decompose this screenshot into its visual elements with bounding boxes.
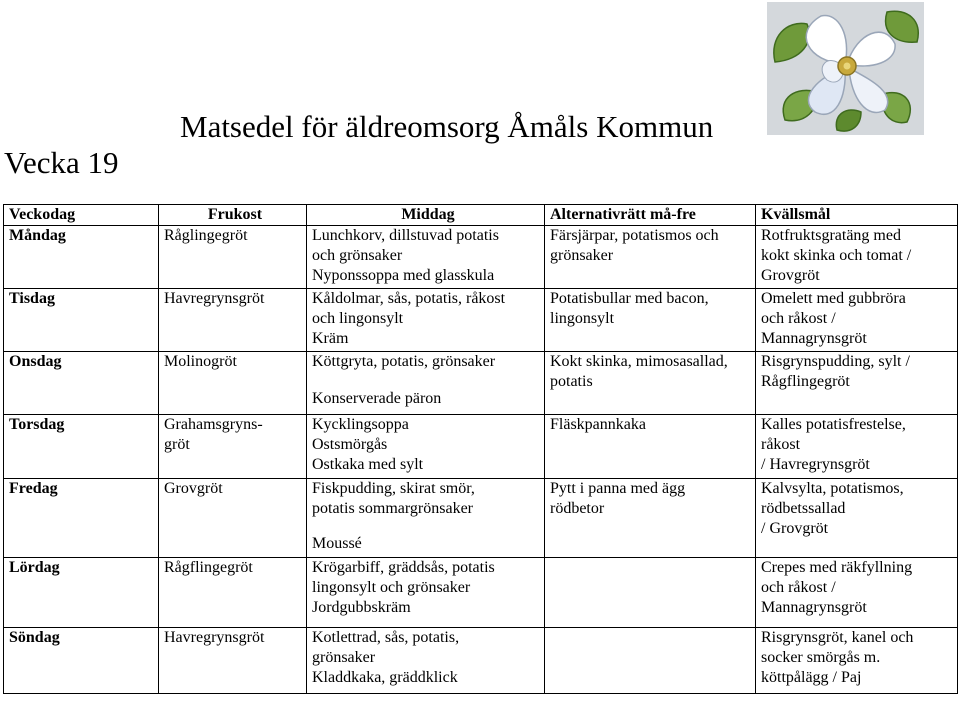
spacer [312,519,544,534]
dinner-cell [307,226,545,289]
column-header-alternative: Alternativrätt må-fre [545,205,756,226]
dessert-line: Jordgubbskräm [312,599,411,616]
table-header-row [4,205,958,226]
supper-cell [756,479,958,558]
dinner-line: Lunchkorv, dillstuvad potatis [312,227,499,244]
page-title: Matsedel för äldreomsorg Åmåls Kommun [180,109,714,144]
supper-cell [756,558,958,628]
alternative-line: Färsjärpar, potatismos och [550,227,719,244]
menu-table [3,204,958,694]
day-cell [4,628,159,694]
dinner-line: grönsaker [312,649,376,666]
day-label: Söndag [9,629,60,646]
dinner-line: lingonsylt och grönsaker [312,579,471,596]
supper-line: Risgrynsgröt, kanel och [761,629,914,646]
table-row-wednesday [4,352,958,415]
breakfast-text: Havregrynsgröt [164,290,265,307]
breakfast-text: Molinogröt [164,353,237,370]
alternative-line: lingonsylt [550,310,615,327]
breakfast-text: Rågflingegröt [164,559,253,576]
supper-line: Crepes med räkfyllning [761,559,913,576]
alternative-line: Potatisbullar med bacon, [550,290,709,307]
supper-cell [756,628,958,694]
day-label: Onsdag [9,353,62,370]
table-row-thursday [4,415,958,479]
breakfast-cell [159,479,307,558]
table-row-saturday [4,558,958,628]
breakfast-text: Grahamsgryns- [164,416,263,433]
supper-line: Mannagrynsgröt [761,599,867,616]
day-cell [4,479,159,558]
dessert-line: Kladdkaka, gräddklick [312,669,458,686]
dessert-line: Ostkaka med sylt [312,456,424,473]
supper-line: Grovgröt [761,267,820,284]
day-cell [4,558,159,628]
alternative-cell [545,415,756,479]
table-row-sunday [4,628,958,694]
alternative-cell [545,352,756,415]
day-label: Lördag [9,559,60,576]
column-header-supper: Kvällsmål [756,205,958,226]
breakfast-text: Havregrynsgröt [164,629,265,646]
flower-center-dot [844,63,851,70]
dinner-line: Fiskpudding, skirat smör, [312,480,475,497]
dinner-line: Kåldolmar, sås, potatis, råkost [312,290,506,307]
dinner-cell [307,415,545,479]
supper-line: rödbetssallad [761,500,846,517]
supper-line: Rågflingegröt [761,373,850,390]
alternative-cell [545,558,756,628]
dessert-line: Konserverade päron [312,390,442,407]
dinner-cell [307,628,545,694]
alternative-cell [545,479,756,558]
supper-line: Risgrynspudding, sylt / [761,353,910,370]
alternative-line: grönsaker [550,247,614,264]
dinner-cell [307,289,545,352]
day-cell [4,226,159,289]
breakfast-cell [159,226,307,289]
magnolia-flower-image [767,2,924,135]
dinner-cell [307,352,545,415]
breakfast-cell [159,628,307,694]
supper-line: / Grovgröt [761,520,829,537]
dinner-line: Krögarbiff, gräddsås, potatis [312,559,495,576]
breakfast-cell [159,289,307,352]
alternative-line: rödbetor [550,500,605,517]
dinner-line: Kycklingsoppa [312,416,409,433]
dinner-line: och lingonsylt [312,310,404,327]
day-label: Torsdag [9,416,65,433]
week-label: Vecka 19 [4,145,119,180]
supper-line: köttpålägg / Paj [761,669,862,686]
supper-line: Omelett med gubbröra [761,290,906,307]
breakfast-text: Grovgröt [164,480,223,497]
day-label: Fredag [9,480,58,497]
alternative-line: Fläskpannkaka [550,416,646,433]
alternative-line: potatis [550,373,593,390]
dinner-cell [307,558,545,628]
supper-cell [756,352,958,415]
breakfast-cell [159,415,307,479]
table-row-tuesday [4,289,958,352]
supper-line: och råkost / [761,579,836,596]
alternative-cell [545,226,756,289]
column-header-dinner: Middag [307,205,545,226]
day-cell [4,415,159,479]
breakfast-text: Råglingegröt [164,227,248,244]
dinner-line: Köttgryta, potatis, grönsaker [312,353,496,370]
supper-cell [756,415,958,479]
supper-cell [756,226,958,289]
supper-line: Kalvsylta, potatismos, [761,480,904,497]
dinner-line: potatis sommargrönsaker [312,500,474,517]
dinner-cell [307,479,545,558]
supper-line: råkost [761,436,801,453]
breakfast-cell [159,558,307,628]
supper-cell [756,289,958,352]
dinner-line: och grönsaker [312,247,403,264]
day-label: Tisdag [9,290,55,307]
alternative-line: Kokt skinka, mimosasallad, [550,353,728,370]
table-row-friday [4,479,958,558]
supper-line: / Havregrynsgröt [761,456,870,473]
column-header-weekday: Veckodag [4,205,159,226]
breakfast-text: gröt [164,436,190,453]
supper-line: och råkost / [761,310,836,327]
dinner-line: Ostsmörgås [312,436,388,453]
alternative-line: Pytt i panna med ägg [550,480,686,497]
day-label: Måndag [9,227,66,244]
alternative-cell [545,289,756,352]
dessert-line: Kräm [312,330,349,347]
supper-line: Kalles potatisfrestelse, [761,416,906,433]
supper-line: Mannagrynsgröt [761,330,867,347]
supper-line: socker smörgås m. [761,649,881,666]
day-cell [4,352,159,415]
spacer [312,372,544,389]
supper-line: Rotfruktsgratäng med [761,227,901,244]
supper-line: kokt skinka och tomat / [761,247,912,264]
table-row-monday [4,226,958,289]
column-header-breakfast: Frukost [159,205,307,226]
dessert-line: Nyponssoppa med glasskula [312,267,495,284]
alternative-cell [545,628,756,694]
breakfast-cell [159,352,307,415]
dessert-line: Moussé [312,535,362,552]
dinner-line: Kotlettrad, sås, potatis, [312,629,460,646]
day-cell [4,289,159,352]
